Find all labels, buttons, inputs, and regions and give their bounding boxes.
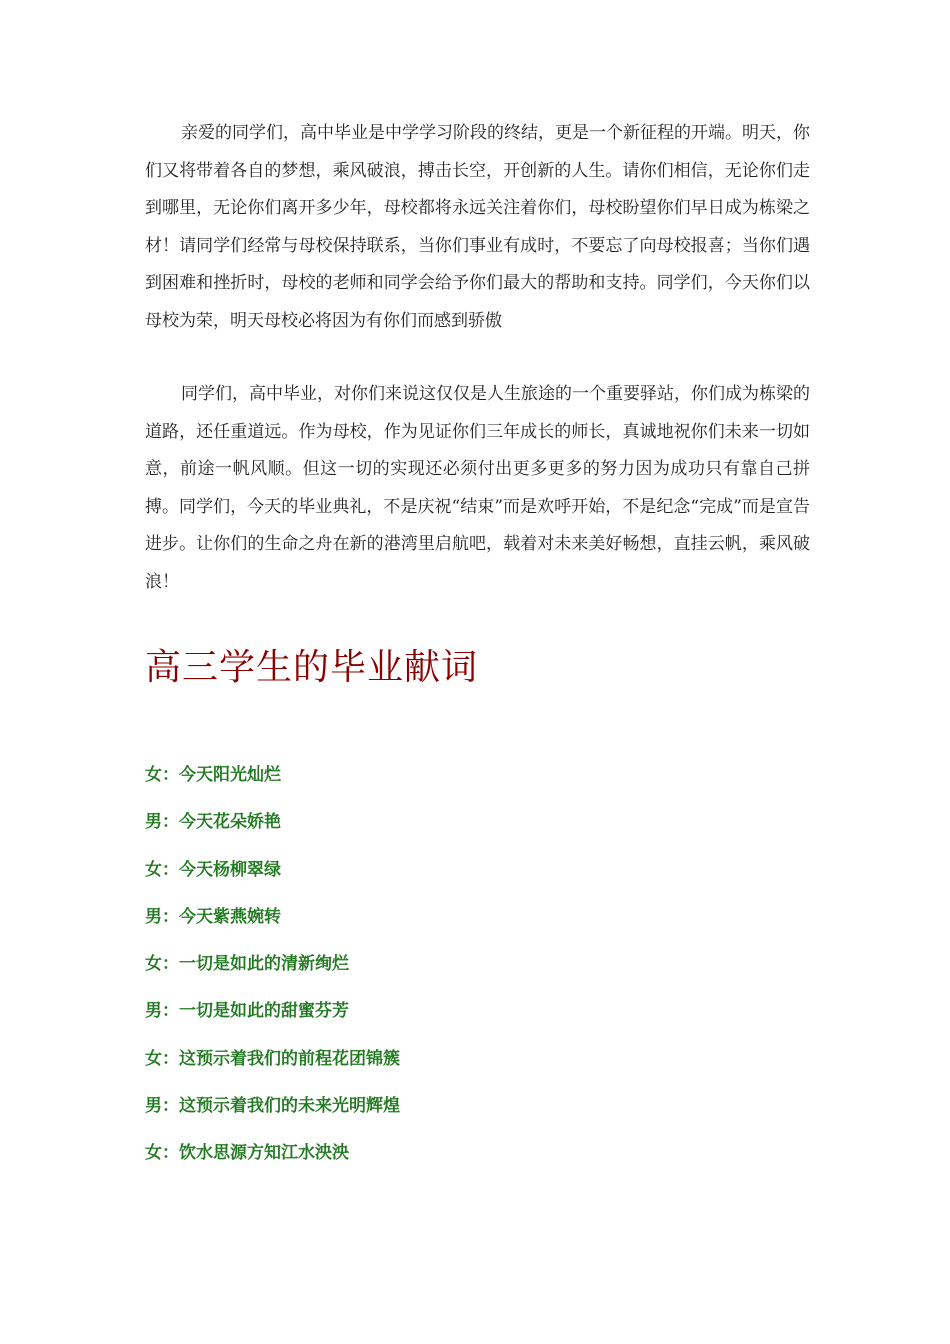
- dialogue-line: 男：今天紫燕婉转: [145, 906, 281, 927]
- dialogue-line: 男：今天花朵娇艳: [145, 812, 281, 833]
- dialogue-line: 男：一切是如此的甜蜜芬芳: [145, 1001, 349, 1022]
- document-page: [145, 115, 810, 1189]
- body-paragraph-2: 同学们，高中毕业，对你们来说这仅仅是人生旅途的一个重要驿站，你们成为栋梁的道路，还任重道远。作为母校，作为见证你们三年成长的师长，真诚地祝你们未来一切如意，前途一帆风顺。但这一切的实现还必须付出更多更多的努力因为成功只有靠自己拼搏。同学们，今天的毕业典礼，不是庆祝“结束”而是欢呼开始，不是纪念“完成”而是宣告进步。让你们的生命之舟在新的港湾里启航吧，载着对未来美好畅想，直挂云帆，乘风破浪！: [145, 384, 810, 592]
- dialogue-line: 男：这预示着我们的未来光明辉煌: [145, 1096, 400, 1117]
- dialogue-line: 女：今天阳光灿烂: [145, 765, 281, 785]
- dialogue-list: [145, 763, 810, 1165]
- dialogue-line: 女：饮水思源方知江水泱泱: [145, 1143, 349, 1164]
- body-paragraph-1: 亲爱的同学们，高中毕业是中学学习阶段的终结，更是一个新征程的开端。明天，你们又将带着各自的梦想，乘风破浪，搏击长空，开创新的人生。请你们相信，无论你们走到哪里，无论你们离开多少年，母校都将永远关注着你们，母校盼望你们早日成为栋梁之材！请同学们经常与母校保持联系，当你们事业有成时，不要忘了向母校报喜；当你们遇到困难和挫折时，母校的老师和同学会给予你们最大的帮助和支持。同学们，今天你们以母校为荣，明天母校必将因为有你们而感到骄傲: [145, 123, 810, 331]
- dialogue-line: 女：一切是如此的清新绚烂: [145, 954, 349, 975]
- section-heading: 高三学生的毕业献词: [145, 647, 479, 688]
- dialogue-line: 女：今天杨柳翠绿: [145, 859, 281, 880]
- dialogue-line: 女：这预示着我们的前程花团锦簇: [145, 1048, 400, 1069]
